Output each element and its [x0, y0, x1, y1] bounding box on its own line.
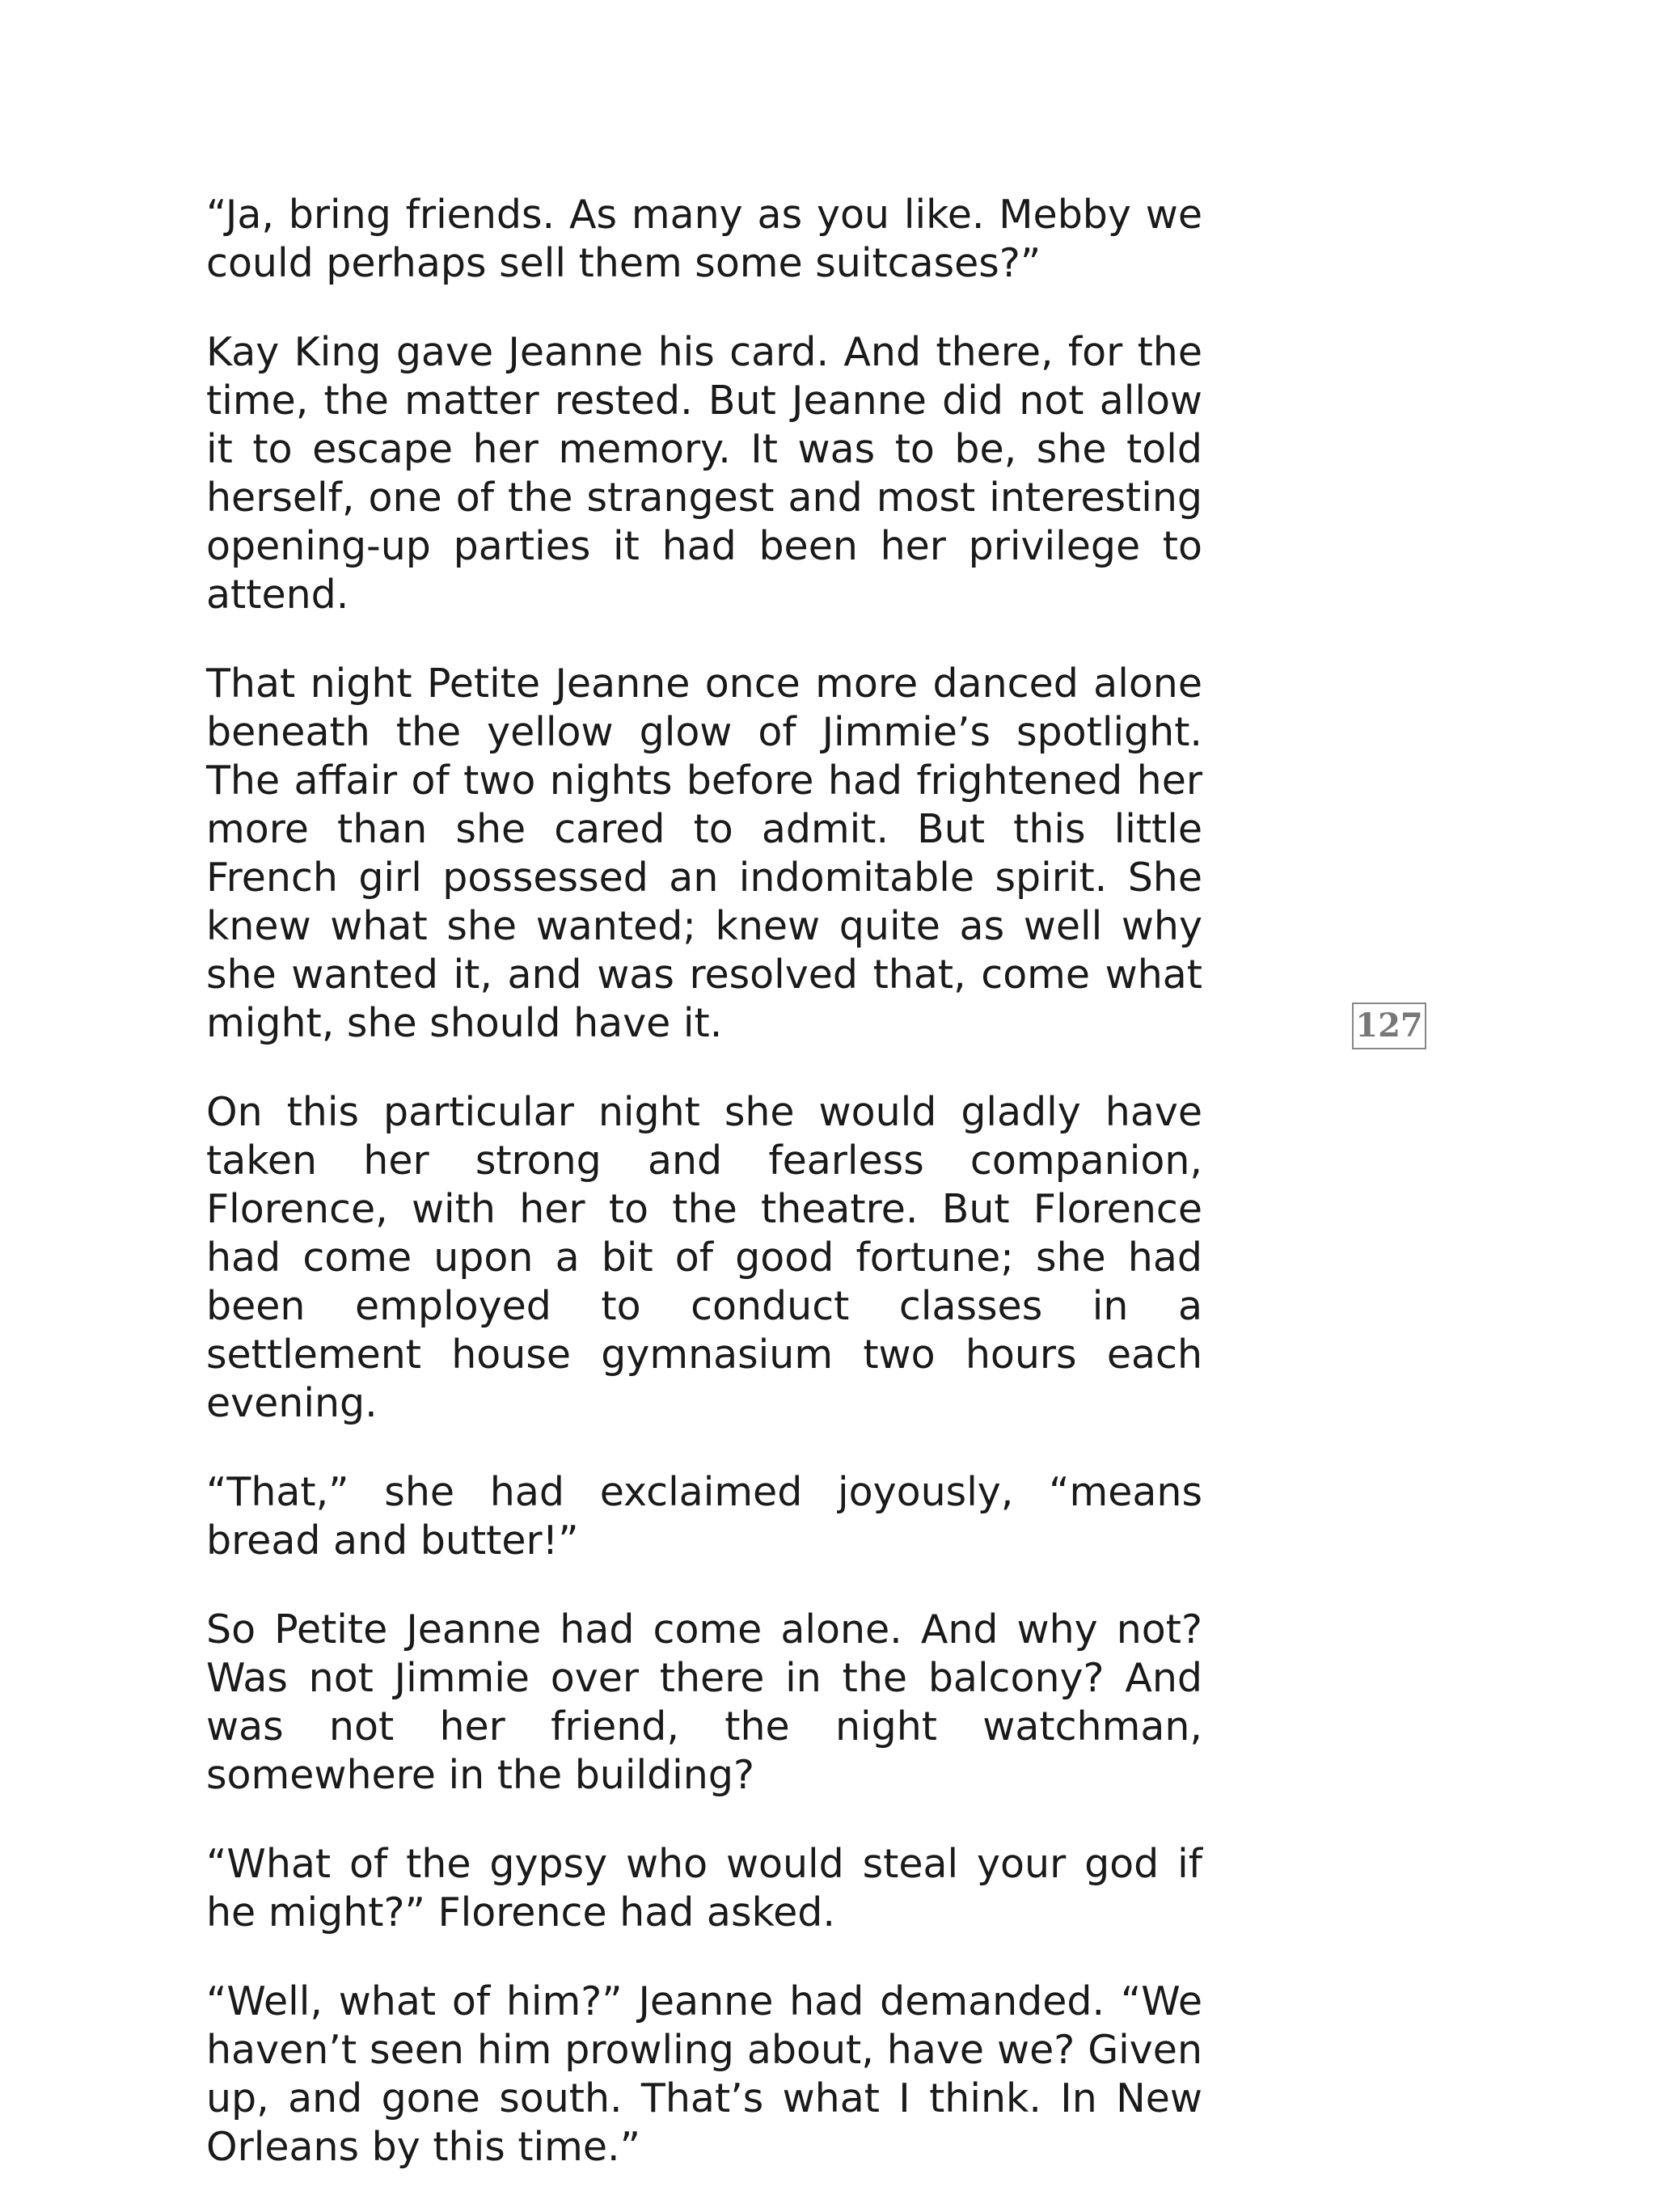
- paragraph: So Petite Jeanne had come alone. And why not? Was not Jimmie over there in the balcony? And was not her friend, the night watchman, somewhere in the building?: [206, 1606, 1202, 1798]
- paragraph: “What of the gypsy who would steal your god if he might?” Florence had asked.: [206, 1841, 1202, 1936]
- page-body: [206, 191, 1202, 2212]
- paragraph: Kay King gave Jeanne his card. And there, for the time, the matter rested. But Jeanne did not allow it to escape her memory. It was to be, she told herself, one of the strangest and most interesting opening-up parties it had been her privilege to attend.: [206, 329, 1202, 618]
- paragraph: That night Petite Jeanne once more danced alone beneath the yellow glow of Jimmie’s spotlight. The affair of two nights before had frightened her more than she cared to admit. But this little French girl possessed an indomitable spirit. She knew what she wanted; knew quite as well why she wanted it, and was resolved that, come what might, she should have it.: [206, 661, 1202, 1046]
- page-number: 127: [1352, 1003, 1426, 1049]
- paragraph: On this particular night she would gladly have taken her strong and fearless companion, Florence, with her to the theatre. But Florence had come upon a bit of good fortune; she had been employed to conduct classes in a settlement house gymnasium two hours each evening.: [206, 1089, 1202, 1426]
- paragraph: “Well, what of him?” Jeanne had demanded. “We haven’t seen him prowling about, have we? Given up, and gone south. That’s what I think. In New Orleans by this time.”: [206, 1978, 1202, 2170]
- paragraph: “That,” she had exclaimed joyously, “means bread and butter!”: [206, 1469, 1202, 1564]
- paragraph: “Ja, bring friends. As many as you like. Mebby we could perhaps sell them some suitcases?”: [206, 192, 1202, 286]
